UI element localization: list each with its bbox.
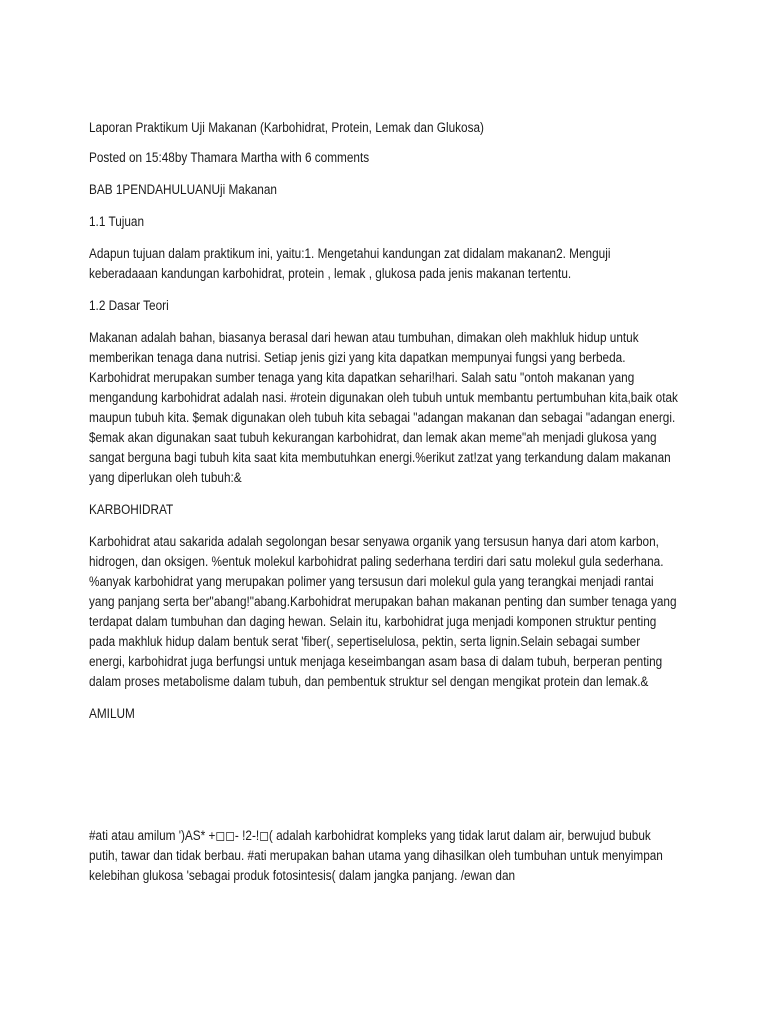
paragraph-amilum: #ati atau amilum ')AS* +◻◻- !2-!◻( adalah karbohidrat kompleks yang tidak larut dalam air, berwujud bubuk putih, tawar dan tidak berbau. #ati merupakan bahan utama yang dihasilkan oleh tumbuhan untuk menyimpan kelebihan glukosa 'sebagai produk fotosintesis( dalam jangka panjang. /ewan dan: [89, 828, 663, 883]
section-heading-dasar-teori: 1.2 Dasar Teori: [89, 298, 169, 313]
post-meta: Posted on 15:48by Thamara Martha with 6 comments: [89, 150, 370, 165]
paragraph-karbohidrat: Karbohidrat atau sakarida adalah segolongan besar senyawa organik yang tersusun hanya dari atom karbon, hidrogen, dan oksigen. %entuk molekul karbohidrat paling sederhana terdiri dari satu molekul gula sederhana. %anyak karbohidrat yang merupakan polimer yang tersusun dari molekul gula yang terangkai menjadi rantai yang panjang serta ber"abang!"abang.Karbohidrat merupakan bahan makanan penting dan sumber tenaga yang terdapat dalam tumbuhan dan daging hewan. Selain itu, karbohidrat juga menjadi komponen struktur penting pada makhluk hidup dalam bentuk serat 'fiber(, sepertiselulosa, pektin, serta lignin.Selain sebagai sumber energi, karbohidrat juga berfungsi untuk menjaga keseimbangan asam basa di dalam tubuh, berperan penting dalam proses metabolisme dalam tubuh, dan pembentuk struktur sel dengan mengikat protein dan lemak.&: [89, 534, 677, 689]
document-page: [89, 118, 678, 886]
paragraph-dasar-teori: Makanan adalah bahan, biasanya berasal dari hewan atau tumbuhan, dimakan oleh makhluk hidup untuk memberikan tenaga dana nutrisi. Setiap jenis gizi yang kita dapatkan mempunyai fungsi yang berbeda. Karbohidrat merupakan sumber tenaga yang kita dapatkan sehari!hari. Salah satu "ontoh makanan yang mengandung karbohidrat adalah nasi. #rotein digunakan oleh tubuh untuk membantu pertumbuhan kita,baik otak maupun tubuh kita. $emak digunakan oleh tubuh kita sebagai "adangan makanan dan sebagai "adangan energi. $emak akan digunakan saat tubuh kekurangan karbohidrat, dan lemak akan meme"ah menjadi glukosa yang sangat berguna bagi tubuh kita saat kita membutuhkan energi.%erikut zat!zat yang terkandung dalam makanan yang diperlukan oleh tubuh:&: [89, 330, 678, 485]
chapter-heading: BAB 1PENDAHULUANUji Makanan: [89, 182, 277, 197]
section-heading-tujuan: 1.1 Tujuan: [89, 214, 145, 229]
section-heading-amilum: AMILUM: [89, 706, 135, 721]
section-heading-karbohidrat: KARBOHIDRAT: [89, 502, 174, 517]
document-title: Laporan Praktikum Uji Makanan (Karbohidrat, Protein, Lemak dan Glukosa): [89, 120, 484, 135]
paragraph-tujuan: Adapun tujuan dalam praktikum ini, yaitu:1. Mengetahui kandungan zat didalam makanan2. Menguji keberadaaan kandungan karbohidrat, protein , lemak , glukosa pada jenis makanan tertentu.: [89, 246, 611, 281]
